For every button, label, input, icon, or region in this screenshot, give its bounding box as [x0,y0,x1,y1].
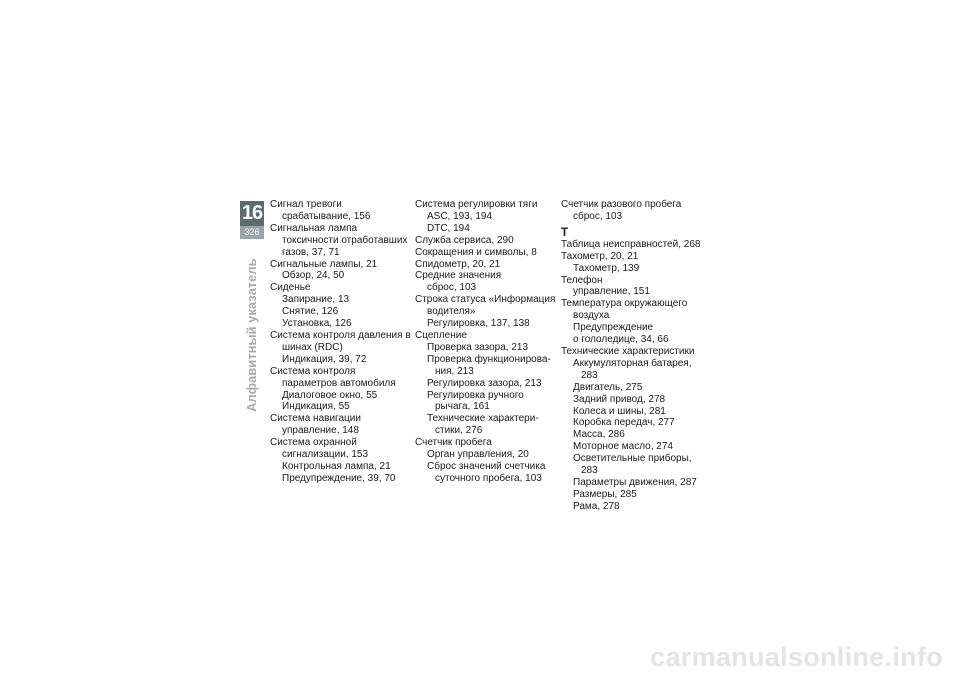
index-subentry: управление, 151 [573,286,650,298]
index-entry: Таблица неисправностей, 268 [561,238,701,250]
index-subentry: Аккумуляторная батарея, 283 [573,357,692,381]
index-entry: Температура окружающего воздуха [561,298,688,322]
index-subentry: Регулировка ручного рычага, 161 [427,389,524,413]
index-column-3 [561,199,703,513]
index-column-1 [270,199,412,485]
index-subentry: Осветительные приборы, 283 [573,453,692,477]
index-subentry: о гололедице, 34, 66 [573,334,669,346]
index-entry: Сигнальные лампы, 21 [270,258,378,270]
index-subentry: Регулировка, 137, 138 [427,318,530,330]
index-subentry: Запирание, 13 [282,294,350,306]
index-subentry: Диалоговое окно, 55 [282,389,378,401]
index-entry: Счетчик разового пробега [561,199,682,210]
index-subentry: Задний привод, 278 [573,393,666,405]
index-subentry: Снятие, 126 [282,306,339,318]
index-subentry: Параметры движения, 287 [573,476,697,488]
index-subentry: Сброс значений счетчика суточного пробега, 103 [427,460,546,484]
index-subentry: Предупреждение [573,322,654,334]
page-number: 326 [240,226,264,239]
index-entry: Спидометр, 20, 21 [415,258,501,270]
index-subentry: Тахометр, 139 [573,262,640,274]
index-subentry: Обзор, 24, 50 [282,270,345,282]
index-entry: Сигнальная лампа токсичности отработавших газов, 37, 71 [270,222,408,258]
index-entry: Сигнал тревоги [270,199,342,210]
chapter-number: 16 [241,202,263,224]
index-subentry: Установка, 126 [282,318,352,330]
index-subentry: Индикация, 39, 72 [282,353,367,365]
index-subentry: Орган управления, 20 [427,449,529,461]
index-subentry: сброс, 103 [573,210,623,222]
index-subentry: Предупреждение, 39, 70 [282,472,396,484]
index-subentry: Двигатель, 275 [573,381,643,393]
index-entry: Средние значения [415,270,502,282]
index-subentry: Моторное масло, 274 [573,441,673,453]
index-entry: Система контроля давления в шинах (RDC) [270,329,411,353]
index-subentry: Регулировка зазора, 213 [427,377,542,389]
index-entry: Система контроля параметров автомобиля [270,365,396,389]
index-subentry: Масса, 286 [573,429,625,441]
index-subentry: сброс, 103 [427,282,477,294]
index-subentry: Коробка передач, 277 [573,417,675,429]
index-entry: Сиденье [270,282,311,294]
index-subentry: Технические характеристики, 276 [427,413,539,437]
index-entry: Счетчик пробега [415,437,492,449]
index-column-2 [415,199,557,485]
index-entry: Сцепление [415,329,467,341]
index-subentry: Рама, 278 [573,500,620,512]
index-entry: Телефон [561,274,603,286]
index-entry: Строка статуса «Информация водителя» [415,294,556,318]
section-title: Алфавитный указатель [244,258,259,412]
index-subentry: ASC, 193, 194 [427,210,493,222]
index-entry: Система навигации [270,413,361,425]
index-entry: Служба сервиса, 290 [415,234,514,246]
index-subentry: Индикация, 55 [282,401,350,413]
index-subentry: управление, 148 [282,425,359,437]
index-entry: Технические характеристики [561,345,695,357]
index-subentry: срабатывание, 156 [282,210,371,222]
chapter-tab [240,201,264,239]
index-subentry: Проверка функционирования, 213 [427,353,551,377]
index-subentry: Контрольная лампа, 21 [282,460,391,472]
index-entry: Система охранной сигнализации, 153 [270,437,369,461]
index-letter-heading: Т [561,226,569,239]
index-subentry: DTC, 194 [427,222,470,234]
index-entry: Тахометр, 20, 21 [561,250,639,262]
index-entry: Сокращения и символы, 8 [415,246,537,258]
index-entry: Система регулировки тяги [415,199,538,210]
index-subentry: Размеры, 285 [573,488,637,500]
watermark: carmanualsonline.info [650,642,943,672]
index-subentry: Колеса и шины, 281 [573,405,666,417]
index-subentry: Проверка зазора, 213 [427,341,529,353]
